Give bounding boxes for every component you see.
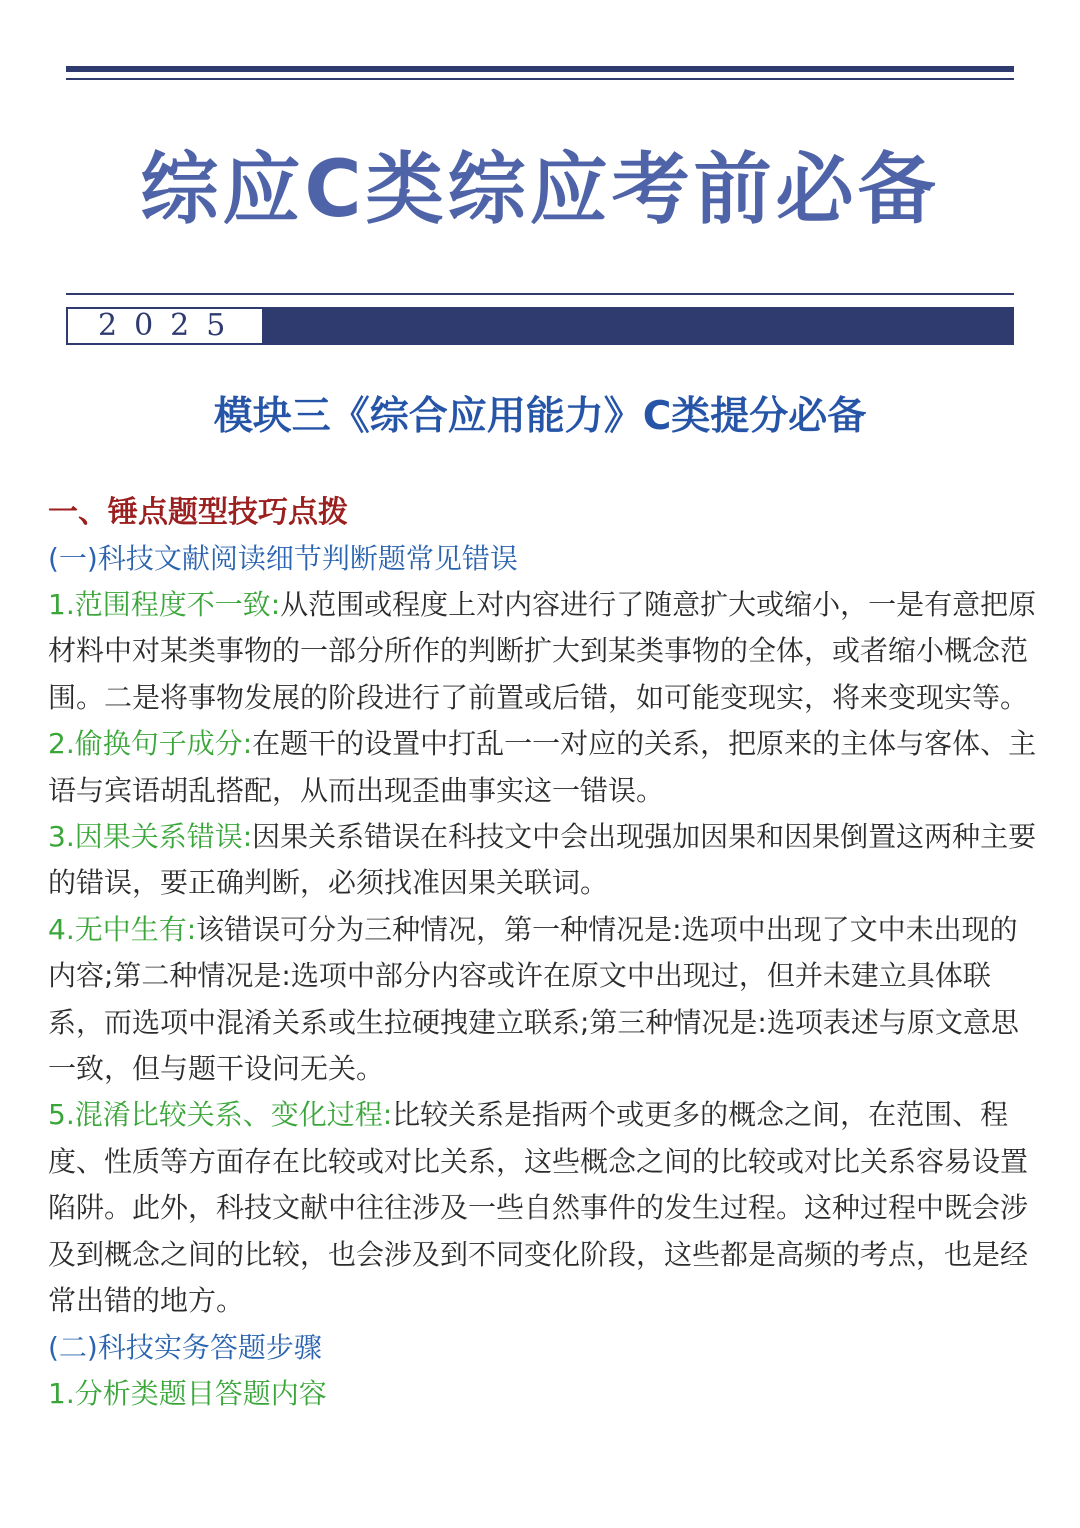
error-item-label: 1.范围程度不一致: (48, 588, 281, 621)
content-body (48, 490, 1038, 1417)
error-item-label: 3.因果关系错误: (48, 820, 253, 854)
error-item-text: 在题干的设置中打乱一一对应的关系，把原来的主体与客体、主语与宾语胡乱搭配，从而出现歪曲事实这一错误。 (48, 727, 1037, 807)
top-rule-thick (66, 66, 1014, 72)
error-item-1 (48, 582, 1038, 721)
module-title: 模块三《综合应用能力》C类提分必备 (213, 394, 867, 439)
error-item-text: 从范围或程度上对内容进行了随意扩大或缩小，一是有意把原材料中对某类事物的一部分所作的判断扩大到某类事物的全体，或者缩小概念范围。二是将事物发展的阶段进行了前置或后错，如可能变现实，将来变现实等。 (48, 588, 1037, 714)
page-title: 综应C类综应考前必备 (140, 145, 940, 235)
error-item-label: 2.偷换句子成分: (48, 727, 253, 761)
mid-rule-thin (66, 293, 1014, 295)
error-item-3 (48, 814, 1038, 907)
year-label: 2025 (68, 309, 262, 343)
error-item-5 (48, 1092, 1038, 1324)
error-item-text: 比较关系是指两个或更多的概念之间，在范围、程度、性质等方面存在比较或对比关系，这些概念之间的比较或对比关系容易设置陷阱。此外，科技文献中往往涉及一些自然事件的发生过程。这种过程中既会涉及到概念之间的比较，也会涉及到不同变化阶段，这些都是高频的考点，也是经常出错的地方。 (48, 1098, 1029, 1318)
sub-heading-2: (二)科技实务答题步骤 (48, 1330, 322, 1364)
error-item-4 (48, 907, 1038, 1093)
section-heading: 一、锤点题型技巧点拨 (48, 495, 348, 530)
top-rule-thin (66, 78, 1014, 80)
error-item-label: 4.无中生有: (48, 912, 197, 946)
error-item-2 (48, 721, 1038, 814)
sub-item-analysis: 1.分析类题目答题内容 (48, 1376, 327, 1410)
error-item-text: 该错误可分为三种情况，第一种情况是:选项中出现了文中未出现的内容;第二种情况是:选项中部分内容或许在原文中出现过，但并未建立具体联系，而选项中混淆关系或生拉硬拽建立联系;第三种情况是:选项表述与原文意思一致，但与题干设问无关。 (48, 912, 1019, 1086)
error-item-text: 因果关系错误在科技文中会出现强加因果和因果倒置这两种主要的错误，要正确判断，必须找准因果关联词。 (48, 820, 1037, 900)
error-item-label: 5.混淆比较关系、变化过程: (48, 1098, 393, 1132)
sub-heading-1: (一)科技文献阅读细节判断题常见错误 (48, 542, 518, 575)
